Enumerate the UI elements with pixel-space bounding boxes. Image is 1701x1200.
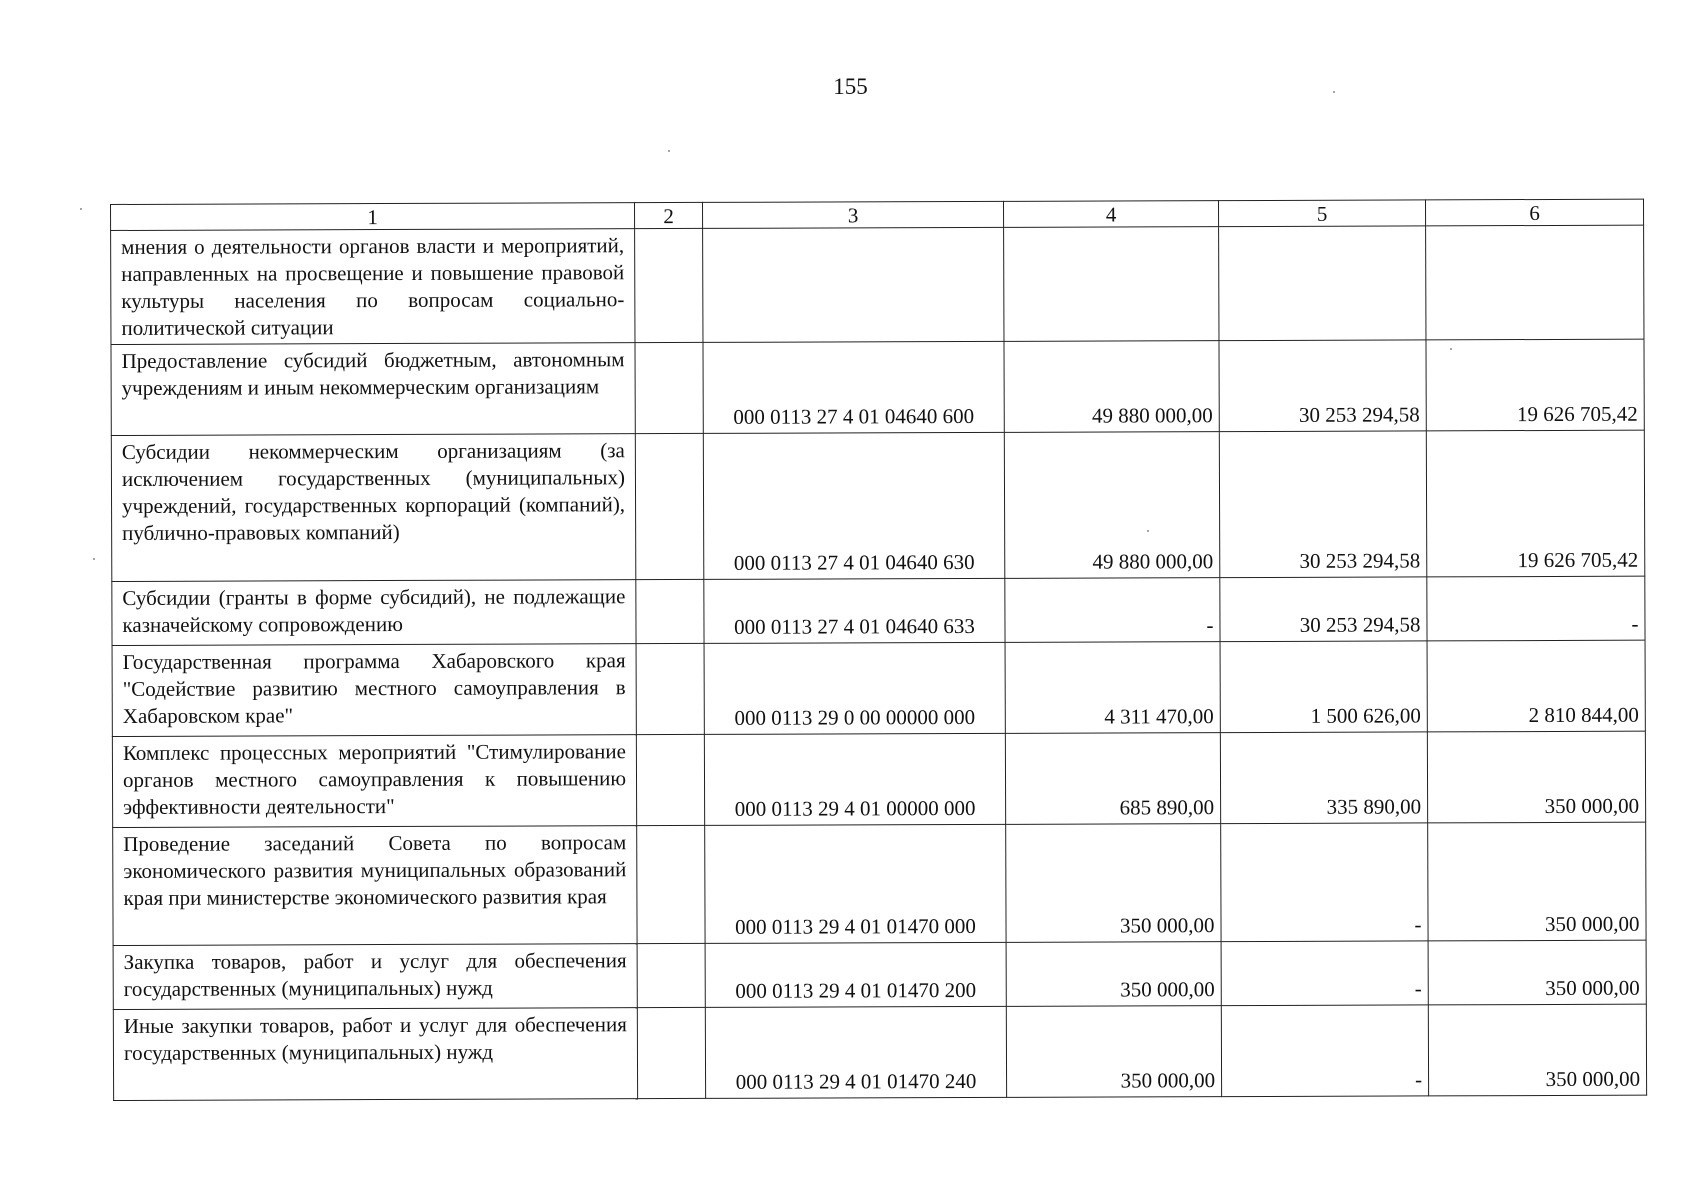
header-col-5: 5 xyxy=(1218,200,1425,227)
row-col2 xyxy=(636,579,704,643)
row-value-6: 19 626 705,42 xyxy=(1426,339,1644,431)
row-value-5: - xyxy=(1221,823,1428,942)
row-value-6 xyxy=(1426,225,1644,340)
row-value-5: 335 890,00 xyxy=(1220,732,1427,824)
row-name: Государственная программа Хабаровского края "Содействие развитию местного самоуправления в Хабаровском крае" xyxy=(112,644,636,737)
row-code: 000 0113 29 4 01 01470 200 xyxy=(705,942,1006,1007)
row-value-4: 49 880 000,00 xyxy=(1004,432,1220,579)
table-row xyxy=(113,1004,1646,1100)
row-value-6: 350 000,00 xyxy=(1428,1004,1646,1096)
table-row xyxy=(113,940,1646,1009)
row-value-5: 30 253 294,58 xyxy=(1220,577,1427,642)
row-name: Комплекс процессных мероприятий "Стимулирование органов местного самоуправления к повышению эффективности деятельности" xyxy=(112,735,636,828)
table-row xyxy=(112,576,1645,645)
scan-speck xyxy=(668,150,670,152)
table-row xyxy=(112,640,1645,736)
row-name: Проведение заседаний Совета по вопросам экономического развития муниципальных образований края при министерстве экономического развития края xyxy=(113,826,637,946)
row-code: 000 0113 29 4 01 01470 000 xyxy=(705,824,1006,943)
row-name: мнения о деятельности органов власти и мероприятий, направленных на просвещение и повышение правовой культуры населения по вопросам социально-политической ситуации xyxy=(111,229,635,345)
row-value-6: 19 626 705,42 xyxy=(1426,430,1645,577)
table-row xyxy=(113,822,1646,945)
row-code: 000 0113 27 4 01 04640 600 xyxy=(703,341,1004,433)
row-value-4: 350 000,00 xyxy=(1006,942,1221,1007)
row-value-4: 350 000,00 xyxy=(1006,1006,1221,1098)
row-col2 xyxy=(635,433,704,579)
row-name: Закупка товаров, работ и услуг для обеспечения государственных (муниципальных) нужд xyxy=(113,944,637,1010)
table-row xyxy=(111,430,1645,581)
row-value-6: 350 000,00 xyxy=(1427,731,1645,823)
header-col-2: 2 xyxy=(634,202,702,228)
scan-speck xyxy=(93,558,95,560)
header-col-6: 6 xyxy=(1425,199,1643,226)
row-value-5: - xyxy=(1221,941,1428,1006)
table-row xyxy=(112,731,1645,827)
header-col-3: 3 xyxy=(702,201,1003,228)
row-col2 xyxy=(636,734,704,825)
row-value-5: - xyxy=(1221,1005,1428,1097)
table-body xyxy=(111,225,1647,1100)
row-col2 xyxy=(635,342,703,433)
row-value-6: 350 000,00 xyxy=(1428,822,1646,941)
row-code xyxy=(703,227,1004,342)
page-number: 155 xyxy=(833,74,868,99)
scan-speck xyxy=(80,208,82,210)
row-col2 xyxy=(637,943,705,1007)
row-value-5 xyxy=(1219,226,1426,341)
row-code: 000 0113 29 0 00 00000 000 xyxy=(704,642,1005,734)
row-value-5: 1 500 626,00 xyxy=(1220,641,1427,733)
table-row xyxy=(111,225,1644,344)
row-value-4: - xyxy=(1005,578,1220,643)
row-name: Субсидии некоммерческим организациям (за исключением государственных (муниципальных) учреждений, государственных корпораций (компаний), публично-правовых компаний) xyxy=(111,434,636,582)
scan-speck xyxy=(1147,530,1149,532)
header-col-4: 4 xyxy=(1003,201,1218,228)
row-code: 000 0113 29 4 01 01470 240 xyxy=(705,1006,1006,1098)
row-name: Иные закупки товаров, работ и услуг для обеспечения государственных (муниципальных) нужд xyxy=(113,1008,637,1101)
row-col2 xyxy=(637,825,705,943)
row-code: 000 0113 29 4 01 00000 000 xyxy=(704,733,1005,825)
row-col2 xyxy=(635,228,703,342)
row-col2 xyxy=(637,1007,705,1098)
table-row xyxy=(111,339,1644,435)
row-value-4: 350 000,00 xyxy=(1006,824,1221,943)
row-value-4: 49 880 000,00 xyxy=(1004,341,1219,433)
header-col-1: 1 xyxy=(111,203,635,231)
row-value-4 xyxy=(1004,227,1219,342)
row-name: Субсидии (гранты в форме субсидий), не подлежащие казначейскому сопровождению xyxy=(112,580,636,646)
row-name: Предоставление субсидий бюджетным, автономным учреждениям и иным некоммерческим организациям xyxy=(111,343,635,436)
row-code: 000 0113 27 4 01 04640 633 xyxy=(704,578,1005,643)
row-value-6: - xyxy=(1427,576,1645,641)
scan-speck xyxy=(1333,91,1335,93)
row-value-6: 2 810 844,00 xyxy=(1427,640,1645,732)
row-value-5: 30 253 294,58 xyxy=(1219,431,1427,578)
row-col2 xyxy=(636,643,704,734)
row-code: 000 0113 27 4 01 04640 630 xyxy=(703,432,1005,579)
row-value-4: 685 890,00 xyxy=(1005,733,1220,825)
row-value-5: 30 253 294,58 xyxy=(1219,340,1426,432)
scan-speck xyxy=(1450,348,1452,350)
row-value-6: 350 000,00 xyxy=(1428,940,1646,1005)
row-value-4: 4 311 470,00 xyxy=(1005,642,1220,734)
budget-table xyxy=(110,199,1647,1101)
